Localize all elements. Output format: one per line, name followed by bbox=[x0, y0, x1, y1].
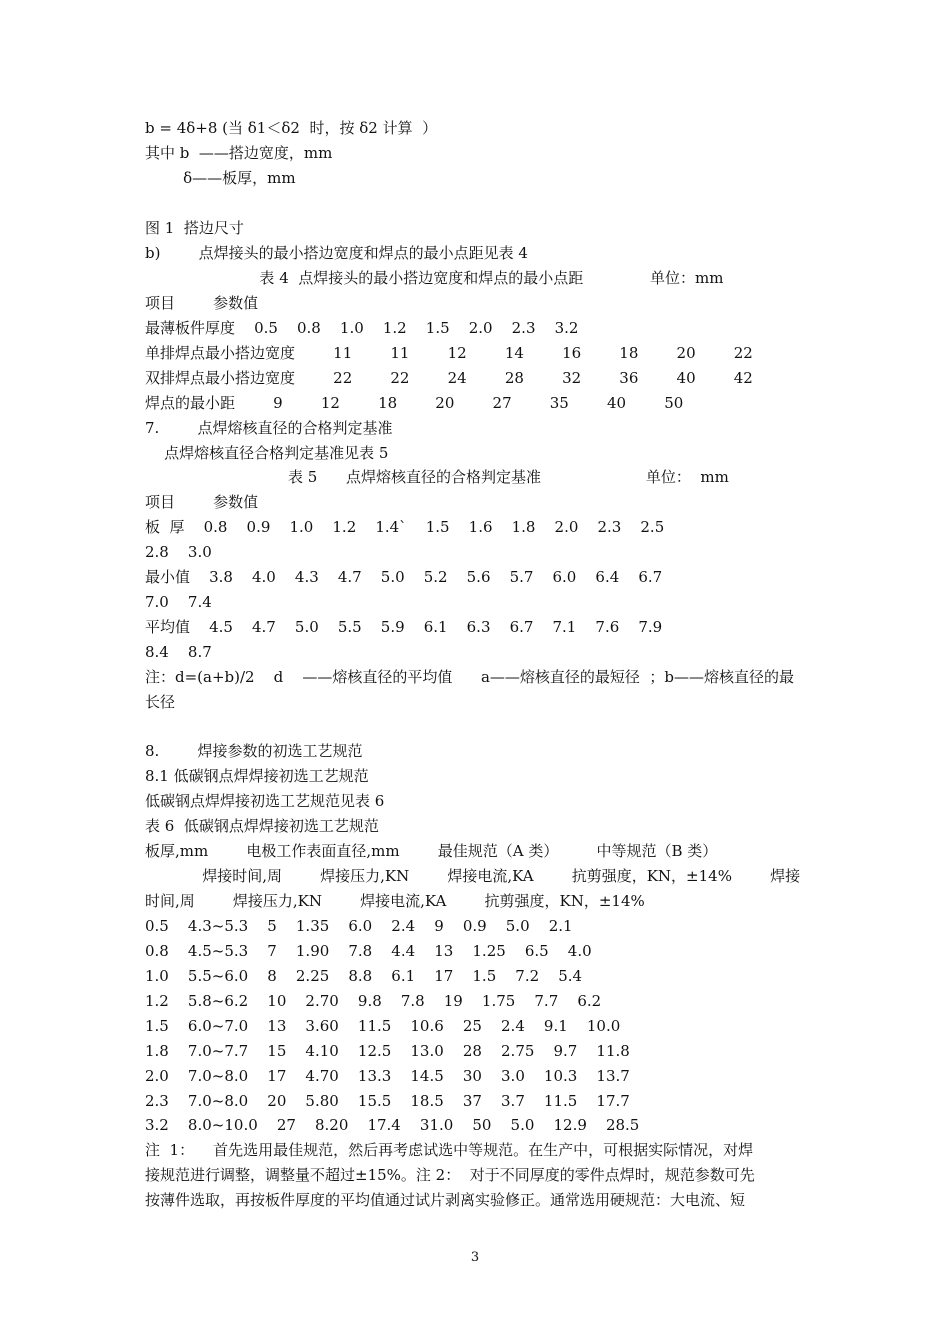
table-caption: 表 6 低碳钢点焊焊接初选工艺规范 bbox=[145, 817, 379, 835]
note-line: 长径 bbox=[145, 693, 176, 711]
table-row: 1.8 7.0~7.7 15 4.10 12.5 13.0 28 2.75 9.7 11.8 bbox=[145, 1042, 630, 1060]
note-line: 接规范进行调整，调整量不超过±15%。注 2： 对于不同厚度的零件点焊时，规范参数可先 bbox=[145, 1166, 755, 1184]
text-line: δ——板厚，mm bbox=[145, 169, 296, 187]
table-header: 项目 参数值 bbox=[145, 294, 259, 312]
table-row: 0.5 4.3~5.3 5 1.35 6.0 2.4 9 0.9 5.0 2.1 bbox=[145, 917, 573, 935]
table-caption: 表 4 点焊接头的最小搭边宽度和焊点的最小点距 单位：mm bbox=[145, 269, 724, 287]
table-header: 板厚,mm 电极工作表面直径,mm 最佳规范（A 类） 中等规范（B 类） bbox=[145, 842, 718, 860]
table-row: 7.0 7.4 bbox=[145, 593, 212, 611]
table-row: 焊点的最小距 9 12 18 20 27 35 40 50 bbox=[145, 394, 684, 412]
table-row: 8.4 8.7 bbox=[145, 643, 212, 661]
table-row: 2.8 3.0 bbox=[145, 543, 212, 561]
table-row: 2.0 7.0~8.0 17 4.70 13.3 14.5 30 3.0 10.3 13.7 bbox=[145, 1067, 630, 1085]
note-line: 注 1： 首先选用最佳规范，然后再考虑试选中等规范。在生产中，可根据实际情况，对焊 bbox=[145, 1141, 754, 1159]
table-row: 1.0 5.5~6.0 8 2.25 8.8 6.1 17 1.5 7.2 5.4 bbox=[145, 967, 583, 985]
table-header: 时间,周 焊接压力,KN 焊接电流,KA 抗剪强度，KN，±14% bbox=[145, 892, 645, 910]
note-line: 注：d=(a+b)/2 d ——熔核直径的平均值 a——熔核直径的最短径 ；b——熔核直径的最 bbox=[145, 668, 795, 686]
table-row: 1.5 6.0~7.0 13 3.60 11.5 10.6 25 2.4 9.1 10.0 bbox=[145, 1017, 621, 1035]
figure-caption: 图 1 搭边尺寸 bbox=[145, 219, 244, 237]
table-row: 单排焊点最小搭边宽度 11 11 12 14 16 18 20 22 bbox=[145, 344, 753, 362]
section-heading: 7. 点焊熔核直径的合格判定基准 bbox=[145, 419, 393, 437]
text-line: b) 点焊接头的最小搭边宽度和焊点的最小点距见表 4 bbox=[145, 244, 528, 262]
section-heading: 8. 焊接参数的初选工艺规范 bbox=[145, 742, 363, 760]
note-line: 按薄件选取，再按板件厚度的平均值通过试片剥离实验修正。通常选用硬规范：大电流、短 bbox=[145, 1191, 746, 1209]
page-number: 3 bbox=[470, 1250, 480, 1265]
table-header: 焊接时间,周 焊接压力,KN 焊接电流,KA 抗剪强度，KN，±14% 焊接 bbox=[145, 867, 801, 885]
subsection-heading: 8.1 低碳钢点焊焊接初选工艺规范 bbox=[145, 767, 369, 785]
table-row: 1.2 5.8~6.2 10 2.70 9.8 7.8 19 1.75 7.7 6.2 bbox=[145, 992, 602, 1010]
text-line: 其中 b ——搭边宽度，mm bbox=[145, 144, 333, 162]
table-row: 2.3 7.0~8.0 20 5.80 15.5 18.5 37 3.7 11.5 17.7 bbox=[145, 1092, 630, 1110]
table-row: 0.8 4.5~5.3 7 1.90 7.8 4.4 13 1.25 6.5 4.0 bbox=[145, 942, 592, 960]
formula-line: b = 4δ+8 (当 δ1＜δ2 时，按 δ2 计算 ） bbox=[145, 119, 438, 137]
table-row: 平均值 4.5 4.7 5.0 5.5 5.9 6.1 6.3 6.7 7.1 7.6 7.9 bbox=[145, 618, 663, 636]
text-line: 点焊熔核直径合格判定基准见表 5 bbox=[145, 444, 389, 462]
table-row: 板 厚 0.8 0.9 1.0 1.2 1.4` 1.5 1.6 1.8 2.0 2.3 2.5 bbox=[145, 518, 665, 536]
table-header: 项目 参数值 bbox=[145, 493, 259, 511]
table-row: 3.2 8.0~10.0 27 8.20 17.4 31.0 50 5.0 12.9 28.5 bbox=[145, 1116, 640, 1134]
table-row: 双排焊点最小搭边宽度 22 22 24 28 32 36 40 42 bbox=[145, 369, 753, 387]
table-row: 最薄板件厚度 0.5 0.8 1.0 1.2 1.5 2.0 2.3 3.2 bbox=[145, 319, 579, 337]
table-caption: 表 5 点焊熔核直径的合格判定基准 单位： mm bbox=[145, 468, 729, 486]
table-row: 最小值 3.8 4.0 4.3 4.7 5.0 5.2 5.6 5.7 6.0 6.4 6.7 bbox=[145, 568, 663, 586]
text-line: 低碳钢点焊焊接初选工艺规范见表 6 bbox=[145, 792, 385, 810]
